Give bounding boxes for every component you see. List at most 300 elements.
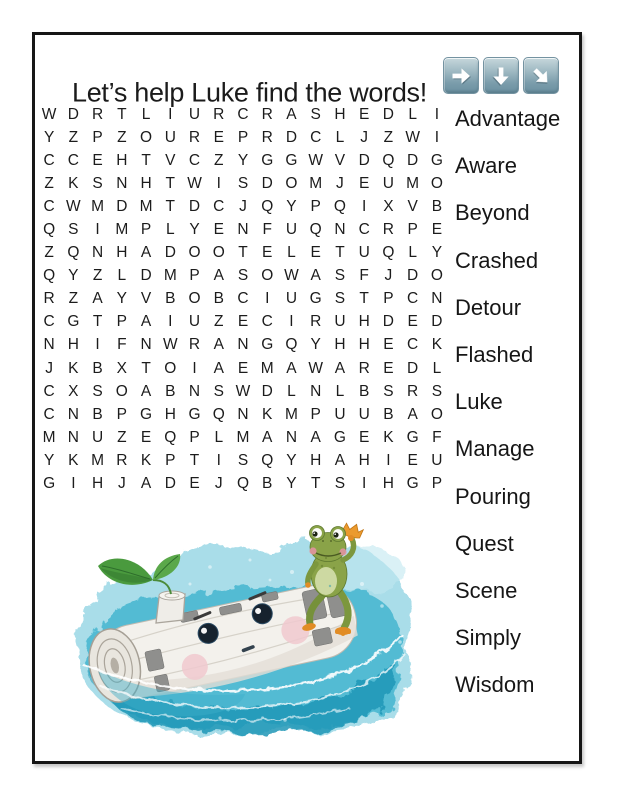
- grid-letter: E: [431, 221, 443, 239]
- grid-letter: U: [285, 290, 298, 308]
- grid-letter: L: [408, 244, 417, 262]
- grid-letter: G: [333, 428, 346, 446]
- grid-letter: H: [116, 151, 128, 169]
- grid-letter: N: [67, 428, 79, 446]
- grid-letter: S: [68, 221, 79, 239]
- grid-letter: K: [140, 451, 152, 469]
- grid-letter: L: [287, 382, 296, 400]
- grid-letter: O: [188, 290, 201, 308]
- grid-letter: P: [116, 313, 127, 331]
- grid-letter: T: [189, 451, 200, 469]
- grid-letter: R: [382, 221, 394, 239]
- grid-letter: I: [362, 475, 367, 493]
- grid-letter: Z: [92, 267, 103, 285]
- word-list-item: Advantage: [455, 106, 561, 131]
- grid-letter: N: [285, 428, 298, 446]
- grid-letter: F: [432, 428, 442, 446]
- grid-letter: H: [140, 174, 152, 192]
- grid-letter: N: [140, 336, 152, 354]
- grid-letter: S: [237, 451, 249, 469]
- grid-letter: L: [335, 382, 345, 400]
- word-list-item: Luke: [455, 389, 503, 415]
- grid-letter: Z: [44, 174, 54, 192]
- page-title: Let’s help Luke find the words!: [72, 77, 427, 108]
- grid-letter: W: [66, 197, 81, 215]
- grid-letter: E: [213, 128, 224, 146]
- grid-letter: X: [383, 197, 394, 215]
- grid-letter: H: [334, 336, 346, 354]
- grid-letter: P: [189, 428, 200, 446]
- grid-letter: D: [431, 313, 443, 331]
- grid-letter: O: [261, 267, 274, 285]
- grid-letter: S: [237, 267, 249, 285]
- grid-letter: H: [91, 475, 104, 493]
- grid-letter: R: [261, 128, 273, 146]
- word-list-item: Scene: [455, 577, 518, 603]
- grid-letter: J: [384, 267, 393, 285]
- grid-letter: W: [162, 336, 178, 354]
- grid-letter: Z: [117, 128, 127, 146]
- grid-letter: B: [92, 359, 103, 377]
- grid-letter: R: [310, 313, 322, 331]
- grid-letter: H: [358, 336, 370, 354]
- grid-letter: W: [235, 382, 251, 400]
- grid-letter: E: [140, 428, 152, 446]
- grid-letter: J: [117, 475, 126, 493]
- word-list-item: Pouring: [455, 483, 531, 509]
- grid-letter: T: [310, 475, 321, 493]
- grid-letter: A: [334, 359, 346, 377]
- arrow-right-icon: [443, 57, 479, 94]
- grid-letter: R: [43, 290, 55, 308]
- grid-letter: P: [383, 290, 394, 308]
- grid-letter: R: [188, 336, 201, 354]
- grid-letter: O: [285, 174, 298, 192]
- grid-letter: K: [383, 428, 394, 446]
- grid-letter: Q: [333, 197, 346, 215]
- grid-letter: R: [91, 105, 104, 123]
- grid-letter: L: [141, 105, 151, 123]
- grid-letter: D: [140, 267, 152, 285]
- grid-letter: J: [360, 128, 369, 146]
- grid-letter: N: [67, 405, 79, 423]
- grid-letter: I: [386, 451, 391, 469]
- grid-letter: T: [141, 359, 151, 377]
- grid-letter: M: [309, 174, 323, 192]
- grid-letter: P: [237, 128, 249, 146]
- grid-letter: A: [407, 405, 418, 423]
- direction-legend: [443, 57, 559, 94]
- grid-letter: R: [116, 451, 128, 469]
- grid-letter: N: [310, 382, 322, 400]
- grid-letter: K: [68, 174, 79, 192]
- grid-letter: L: [214, 428, 224, 446]
- grid-letter: G: [406, 428, 419, 446]
- grid-letter: G: [140, 405, 153, 423]
- grid-letter: G: [406, 475, 419, 493]
- grid-letter: O: [430, 174, 443, 192]
- grid-letter: Q: [382, 151, 395, 169]
- grid-letter: B: [383, 405, 394, 423]
- grid-letter: G: [188, 405, 201, 423]
- grid-letter: D: [358, 151, 370, 169]
- grid-letter: W: [308, 151, 324, 169]
- grid-letter: D: [164, 244, 176, 262]
- grid-letter: Q: [382, 244, 395, 262]
- grid-letter: B: [431, 197, 443, 215]
- grid-letter: B: [262, 475, 273, 493]
- grid-letter: O: [140, 128, 153, 146]
- grid-letter: I: [95, 221, 100, 239]
- grid-letter: U: [382, 174, 394, 192]
- grid-letter: A: [310, 428, 321, 446]
- grid-letter: I: [95, 336, 100, 354]
- grid-letter: D: [382, 105, 394, 123]
- grid-letter: C: [237, 290, 249, 308]
- grid-letter: S: [213, 382, 224, 400]
- grid-letter: U: [431, 451, 443, 469]
- grid-letter: T: [165, 197, 176, 215]
- grid-letter: L: [432, 359, 442, 377]
- grid-letter: A: [213, 267, 224, 285]
- grid-letter: A: [140, 382, 152, 400]
- word-list-item: Beyond: [455, 200, 530, 226]
- grid-letter: Q: [212, 405, 225, 423]
- grid-letter: D: [188, 197, 201, 215]
- grid-letter: D: [407, 359, 419, 377]
- word-list-item: Simply: [455, 625, 522, 651]
- grid-letter: H: [358, 451, 370, 469]
- grid-letter: L: [287, 244, 296, 262]
- grid-letter: U: [358, 405, 370, 423]
- grid-letter: U: [334, 405, 346, 423]
- grid-letter: E: [213, 221, 224, 239]
- arrow-down-right-icon: [523, 57, 559, 94]
- grid-letter: U: [188, 313, 201, 331]
- grid-letter: T: [141, 151, 151, 169]
- grid-letter: O: [430, 267, 443, 285]
- grid-letter: A: [286, 105, 297, 123]
- grid-letter: O: [430, 405, 443, 423]
- grid-letter: Q: [43, 267, 56, 285]
- grid-letter: C: [407, 336, 419, 354]
- grid-letter: H: [67, 336, 79, 354]
- grid-letter: A: [334, 451, 346, 469]
- grid-letter: M: [260, 359, 274, 377]
- grid-letter: V: [165, 151, 176, 169]
- word-list-item: Flashed: [455, 341, 534, 367]
- grid-letter: T: [92, 313, 103, 331]
- grid-letter: I: [289, 313, 294, 331]
- grid-letter: D: [67, 105, 79, 123]
- grid-letter: J: [214, 475, 223, 493]
- grid-letter: G: [261, 336, 274, 354]
- grid-letter: Q: [309, 221, 322, 239]
- grid-letter: H: [358, 313, 370, 331]
- grid-letter: S: [92, 382, 103, 400]
- grid-letter: M: [236, 428, 250, 446]
- grid-letter: E: [237, 313, 249, 331]
- grid-letter: S: [237, 174, 249, 192]
- grid-letter: N: [334, 221, 346, 239]
- grid-letter: M: [91, 451, 105, 469]
- grid-letter: S: [92, 174, 103, 192]
- grid-letter: I: [192, 359, 197, 377]
- grid-letter: Y: [286, 451, 297, 469]
- grid-letter: D: [407, 267, 419, 285]
- grid-letter: X: [68, 382, 79, 400]
- grid-letter: N: [188, 382, 201, 400]
- grid-letter: A: [213, 336, 224, 354]
- grid-letter: Z: [68, 290, 79, 308]
- grid-letter: Q: [261, 197, 274, 215]
- grid-letter: Q: [164, 428, 177, 446]
- grid-letter: D: [382, 313, 394, 331]
- word-list: [455, 95, 579, 708]
- grid-letter: I: [434, 105, 440, 123]
- grid-letter: H: [382, 475, 394, 493]
- grid-letter: L: [408, 105, 417, 123]
- grid-letter: Z: [44, 244, 54, 262]
- grid-letter: I: [362, 197, 367, 215]
- grid-letter: N: [91, 244, 104, 262]
- grid-letter: Q: [261, 451, 274, 469]
- grid-letter: V: [407, 197, 418, 215]
- grid-letter: S: [334, 267, 346, 285]
- grid-letter: C: [188, 151, 201, 169]
- grid-letter: Z: [214, 151, 224, 169]
- grid-letter: U: [334, 313, 346, 331]
- grid-letter: E: [189, 475, 200, 493]
- grid-letter: H: [116, 244, 128, 262]
- grid-letter: C: [310, 128, 322, 146]
- grid-letter: U: [285, 221, 298, 239]
- grid-letter: Q: [236, 475, 250, 493]
- grid-letter: M: [285, 405, 298, 423]
- grid-letter: E: [407, 451, 418, 469]
- grid-letter: G: [285, 151, 298, 169]
- grid-letter: M: [139, 197, 153, 215]
- grid-letter: Y: [116, 290, 127, 308]
- grid-letter: Q: [285, 336, 298, 354]
- grid-letter: L: [335, 128, 345, 146]
- grid-letter: E: [237, 359, 249, 377]
- grid-letter: P: [189, 267, 200, 285]
- grid-letter: M: [163, 267, 177, 285]
- grid-letter: C: [43, 151, 55, 169]
- grid-letter: T: [335, 244, 345, 262]
- grid-letter: S: [334, 475, 346, 493]
- grid-letter: V: [334, 151, 346, 169]
- grid-letter: I: [168, 105, 173, 123]
- grid-letter: E: [92, 151, 103, 169]
- grid-letter: K: [68, 451, 79, 469]
- grid-letter: R: [261, 105, 273, 123]
- grid-letter: N: [431, 290, 443, 308]
- grid-letter: C: [43, 313, 55, 331]
- grid-letter: N: [237, 405, 249, 423]
- grid-letter: T: [165, 174, 176, 192]
- grid-letter: N: [237, 221, 249, 239]
- grid-letter: E: [310, 244, 321, 262]
- grid-letter: I: [168, 313, 173, 331]
- grid-letter: B: [165, 382, 176, 400]
- grid-letter: W: [187, 174, 202, 192]
- grid-letter: D: [407, 151, 419, 169]
- grid-letter: W: [41, 105, 57, 123]
- word-list-item: Detour: [455, 294, 522, 320]
- letter-grid: [37, 103, 449, 496]
- grid-letter: O: [164, 359, 177, 377]
- grid-letter: A: [310, 267, 321, 285]
- grid-letter: K: [262, 405, 273, 423]
- grid-letter: Y: [43, 128, 55, 146]
- grid-letter: U: [164, 128, 176, 146]
- grid-letter: U: [358, 244, 370, 262]
- grid-letter: M: [91, 197, 105, 215]
- grid-letter: M: [42, 428, 56, 446]
- grid-letter: B: [165, 290, 176, 308]
- grid-letter: C: [213, 197, 225, 215]
- word-list-item: Wisdom: [455, 672, 535, 698]
- grid-letter: V: [140, 290, 152, 308]
- grid-letter: I: [434, 128, 440, 146]
- grid-letter: I: [216, 451, 221, 469]
- grid-letter: Y: [286, 475, 297, 493]
- grid-letter: G: [43, 475, 56, 493]
- grid-letter: E: [383, 359, 394, 377]
- grid-letter: F: [359, 267, 369, 285]
- grid-letter: S: [383, 382, 394, 400]
- grid-letter: O: [188, 244, 201, 262]
- grid-letter: C: [43, 197, 55, 215]
- grid-letter: P: [165, 451, 176, 469]
- grid-letter: L: [117, 267, 127, 285]
- grid-letter: E: [383, 336, 394, 354]
- grid-letter: D: [285, 128, 298, 146]
- grid-letter: Y: [431, 244, 443, 262]
- grid-letter: K: [431, 336, 443, 354]
- grid-letter: A: [286, 359, 297, 377]
- grid-letter: P: [310, 405, 321, 423]
- grid-letter: R: [213, 105, 225, 123]
- grid-letter: R: [188, 128, 201, 146]
- grid-letter: Z: [214, 313, 224, 331]
- grid-letter: F: [262, 221, 272, 239]
- grid-letter: Y: [310, 336, 321, 354]
- grid-letter: R: [358, 359, 370, 377]
- grid-letter: T: [117, 105, 127, 123]
- grid-letter: F: [117, 336, 127, 354]
- grid-letter: R: [407, 382, 419, 400]
- grid-letter: H: [334, 105, 346, 123]
- grid-letter: S: [334, 290, 346, 308]
- grid-letter: H: [164, 405, 176, 423]
- grid-letter: H: [310, 451, 322, 469]
- grid-letter: U: [91, 428, 104, 446]
- grid-letter: C: [237, 105, 249, 123]
- grid-letter: K: [68, 359, 79, 377]
- worksheet-page: [32, 32, 582, 764]
- grid-letter: J: [336, 174, 344, 192]
- grid-letter: N: [116, 174, 128, 192]
- word-list-item: Quest: [455, 530, 514, 556]
- grid-letter: W: [308, 359, 324, 377]
- grid-letter: C: [358, 221, 370, 239]
- grid-letter: X: [116, 359, 127, 377]
- grid-letter: J: [45, 359, 53, 377]
- grid-letter: A: [213, 359, 224, 377]
- grid-letter: B: [92, 405, 103, 423]
- grid-letter: C: [407, 290, 419, 308]
- grid-letter: G: [261, 151, 274, 169]
- grid-letter: E: [358, 428, 370, 446]
- grid-letter: A: [92, 290, 103, 308]
- grid-letter: A: [140, 475, 152, 493]
- grid-letter: T: [359, 290, 369, 308]
- grid-letter: W: [405, 128, 420, 146]
- grid-letter: B: [358, 382, 370, 400]
- grid-letter: Z: [383, 128, 394, 146]
- grid-letter: P: [431, 475, 443, 493]
- grid-letter: S: [431, 382, 443, 400]
- grid-letter: Y: [68, 267, 79, 285]
- grid-letter: C: [67, 151, 79, 169]
- grid-letter: G: [430, 151, 443, 169]
- grid-letter: U: [188, 105, 201, 123]
- grid-letter: G: [309, 290, 322, 308]
- grid-letter: W: [284, 267, 299, 285]
- grid-letter: P: [407, 221, 418, 239]
- grid-letter: E: [262, 244, 273, 262]
- grid-letter: A: [262, 428, 273, 446]
- grid-letter: Y: [286, 197, 297, 215]
- word-list-item: Aware: [455, 153, 517, 179]
- grid-letter: O: [115, 382, 128, 400]
- grid-letter: D: [261, 382, 273, 400]
- grid-letter: B: [213, 290, 224, 308]
- grid-letter: J: [239, 197, 247, 215]
- grid-letter: Y: [43, 451, 55, 469]
- grid-letter: Z: [117, 428, 127, 446]
- grid-letter: Y: [189, 221, 200, 239]
- grid-letter: D: [116, 197, 128, 215]
- grid-letter: I: [71, 475, 76, 493]
- grid-letter: A: [140, 313, 152, 331]
- grid-letter: E: [358, 174, 370, 192]
- grid-letter: S: [310, 105, 321, 123]
- grid-letter: I: [216, 174, 221, 192]
- grid-letter: N: [43, 336, 55, 354]
- grid-letter: T: [238, 244, 248, 262]
- grid-letter: C: [261, 313, 273, 331]
- word-list-item: Crashed: [455, 247, 539, 273]
- grid-letter: C: [43, 382, 55, 400]
- grid-letter: M: [406, 174, 420, 192]
- word-list-item: Manage: [455, 436, 535, 462]
- grid-letter: Z: [68, 128, 79, 146]
- grid-letter: O: [212, 244, 225, 262]
- grid-letter: L: [165, 221, 175, 239]
- arrow-down-icon: [483, 57, 519, 94]
- grid-letter: Y: [237, 151, 249, 169]
- grid-letter: I: [265, 290, 270, 308]
- grid-letter: P: [310, 197, 321, 215]
- grid-letter: A: [140, 244, 152, 262]
- grid-letter: D: [164, 475, 176, 493]
- grid-letter: D: [261, 174, 273, 192]
- grid-letter: E: [407, 313, 418, 331]
